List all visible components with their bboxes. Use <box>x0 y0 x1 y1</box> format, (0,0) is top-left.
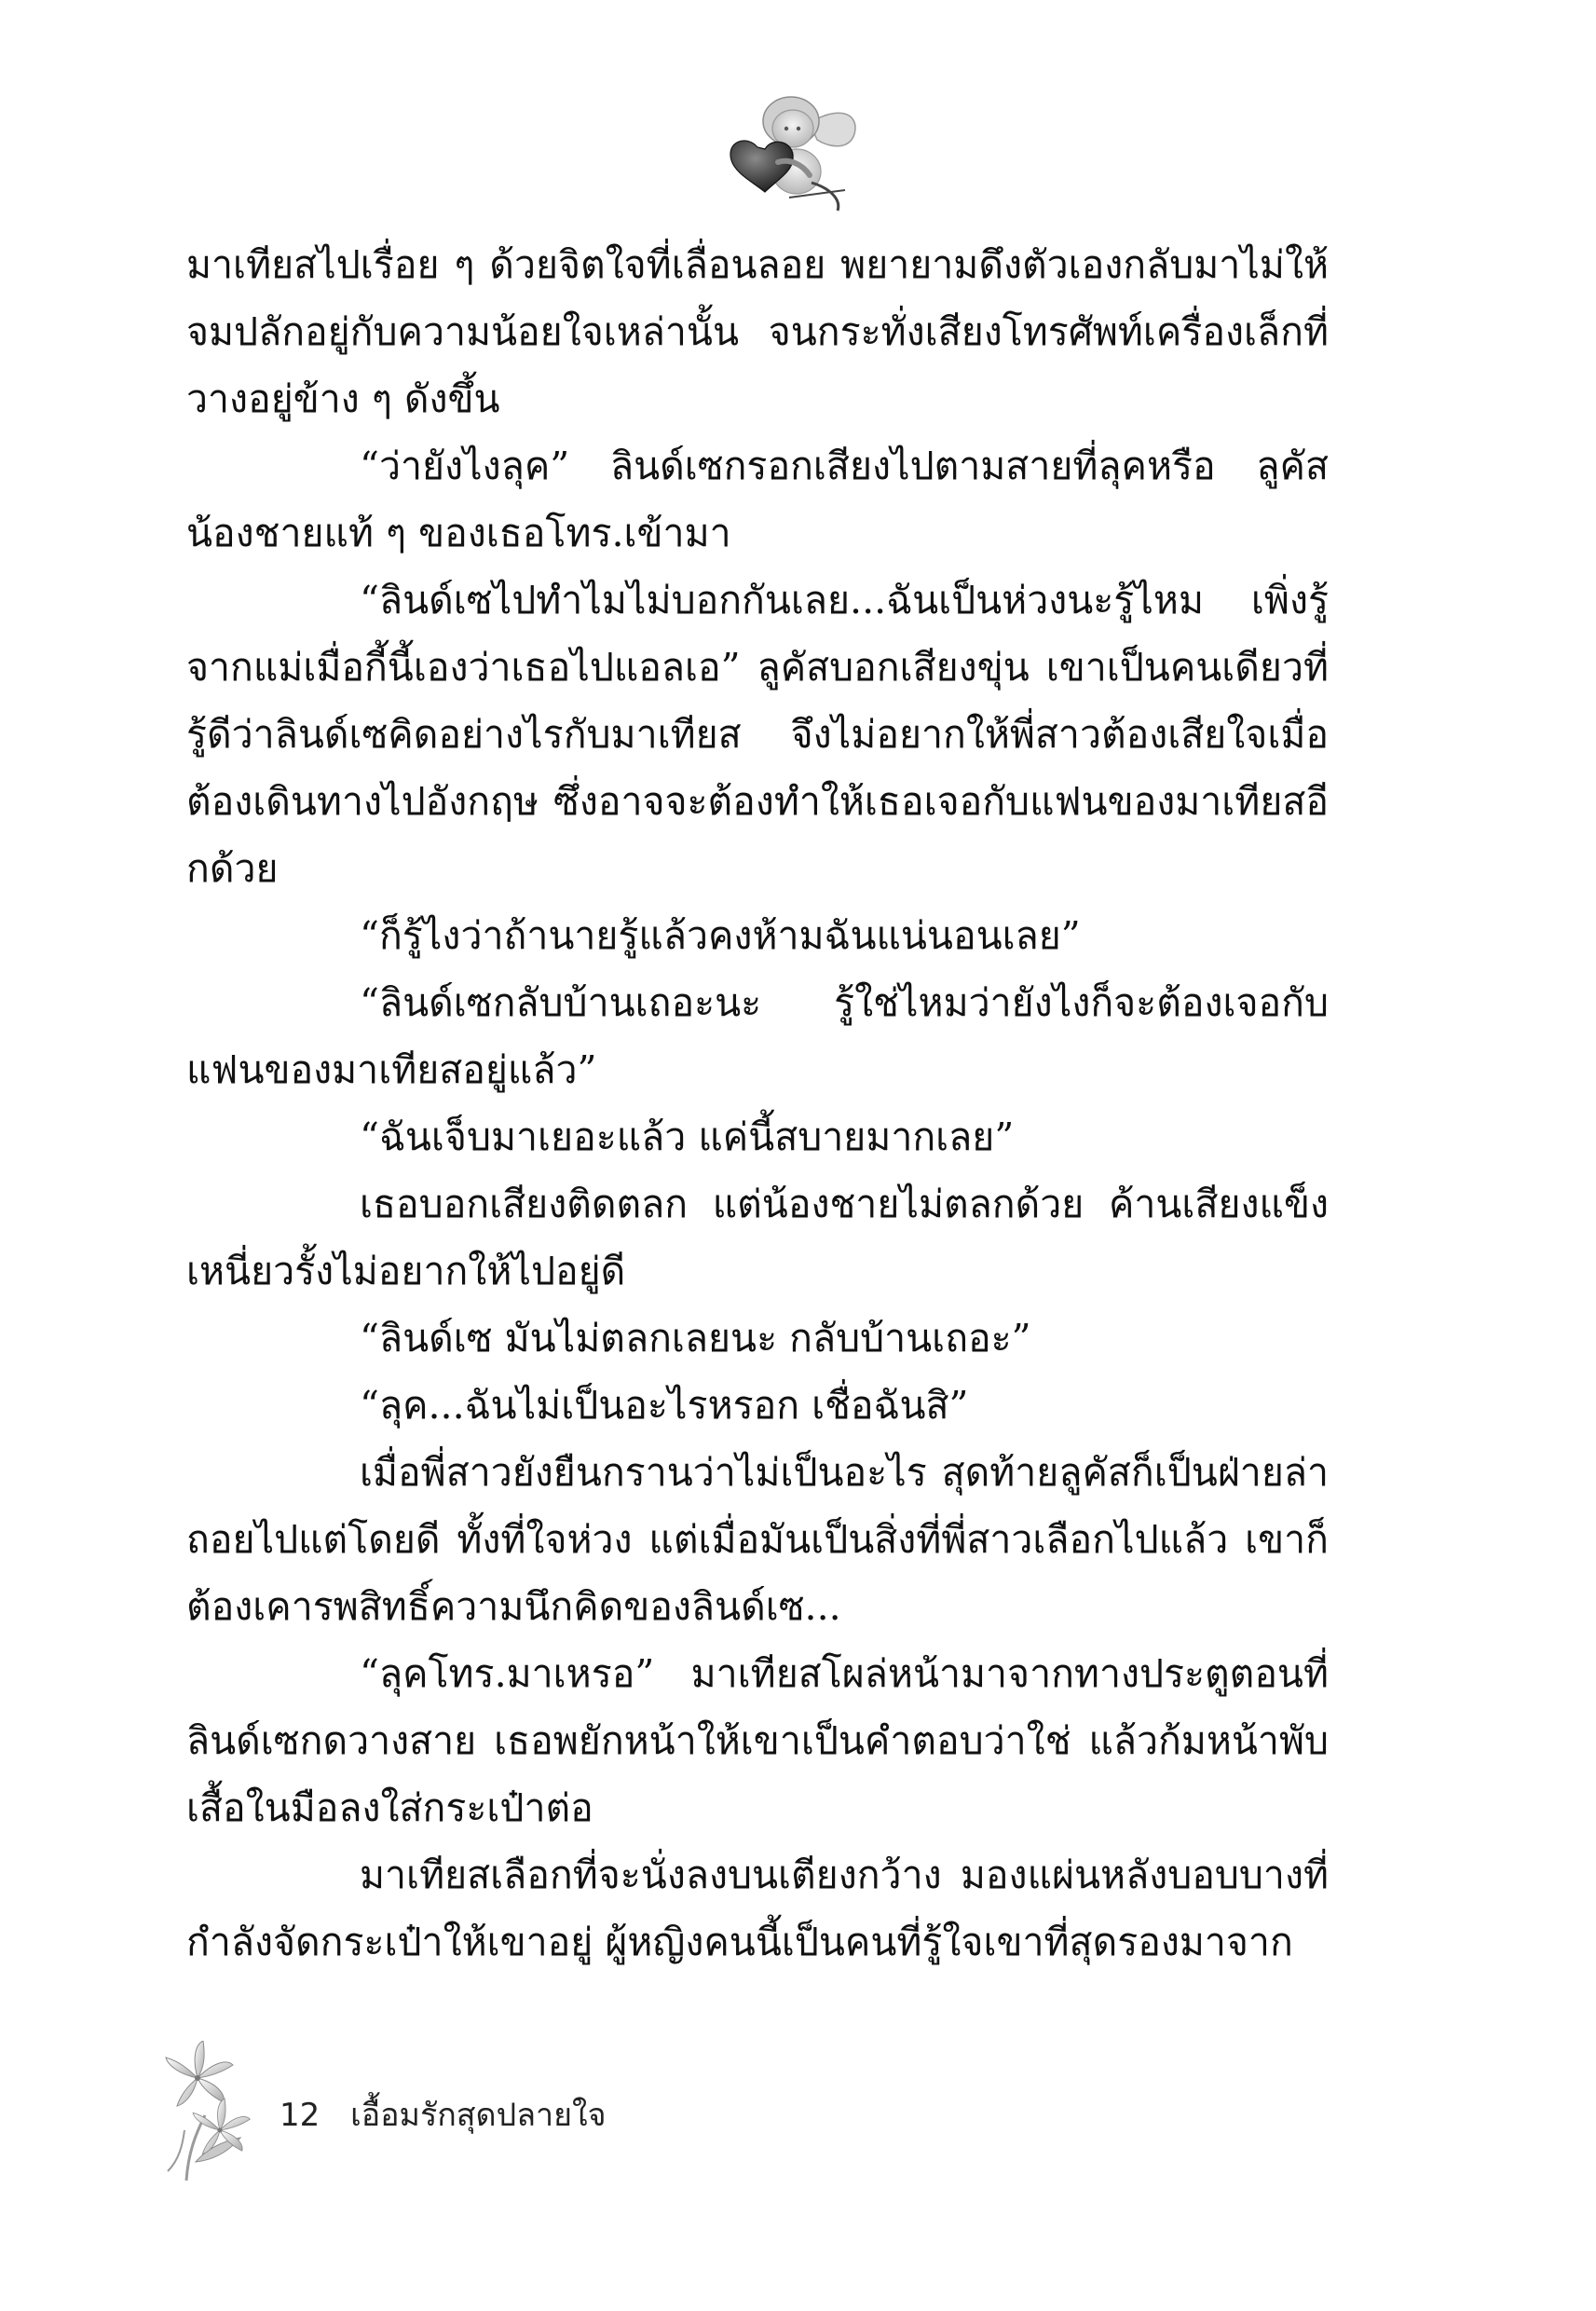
paragraph-1: มาเทียสไปเรื่อย ๆ ด้วยจิตใจที่เลื่อนลอย พยายามดึงตัวเองกลับมาไม่ให้จมปลักอยู่กับความน้อยใจเหล่านั้น จนกระทั่งเสียงโทรศัพท์เครื่องเล็กที่วางอยู่ข้าง ๆ ดังขึ้น <box>186 242 1329 421</box>
paragraph-5: “ลินด์เซกลับบ้านเถอะนะ รู้ใช่ไหมว่ายังไงก็จะต้องเจอกับแฟนของมาเทียสอยู่แล้ว” <box>186 980 1329 1092</box>
page-footer <box>280 2093 607 2138</box>
cupid-with-heart-icon <box>700 86 867 216</box>
paragraph-6: “ฉันเจ็บมาเยอะแล้ว แค่นี้สบายมากเลย” <box>360 1114 1015 1159</box>
paragraph-2: “ว่ายังไงลุค” ลินด์เซกรอกเสียงไปตามสายที่ลุคหรือ ลูคัส น้องชายแท้ ๆ ของเธอโทร.เข้ามา <box>186 444 1329 555</box>
paragraph-4: “ก็รู้ไงว่าถ้านายรู้แล้วคงห้ามฉันแน่นอนเลย” <box>360 913 1081 958</box>
page-number: 12 <box>280 2097 321 2134</box>
paragraph-9: “ลุค...ฉันไม่เป็นอะไรหรอก เชื่อฉันสิ” <box>360 1383 969 1428</box>
paragraph-3: “ลินด์เซไปทำไมไม่บอกกันเลย...ฉันเป็นห่วงนะรู้ไหม เพิ่งรู้จากแม่เมื่อกี้นี้เองว่าเธอไปแอลเอ” ลูคัสบอกเสียงขุ่น เขาเป็นคนเดียวที่รู้ดีว่าลินด์เซคิดอย่างไรกับมาเทียส จึงไม่อยากให้พี่สาวต้องเสียใจเมื่อต้องเดินทางไปอังกฤษ ซึ่งอาจจะต้องทำให้เธอเจอกับแฟนของมาเทียสอีกด้วย <box>186 578 1329 891</box>
paragraph-11: “ลุคโทร.มาเหรอ” มาเทียสโผล่หน้ามาจากทางประตูตอนที่ลินด์เซกดวางสาย เธอพยักหน้าให้เขาเป็นคำตอบว่าใช่ แล้วก้มหน้าพับเสื้อในมือลงใส่กระเป๋าต่อ <box>186 1651 1329 1830</box>
book-title: เอื้อมรักสุดปลายใจ <box>350 2097 607 2134</box>
paragraph-10: เมื่อพี่สาวยังยืนกรานว่าไม่เป็นอะไร สุดท้ายลูคัสก็เป็นฝ่ายล่าถอยไปแต่โดยดี ทั้งที่ใจห่วง แต่เมื่อมันเป็นสิ่งที่พี่สาวเลือกไปแล้ว เขาก็ต้องเคารพสิทธิ์ความนึกคิดของลินด์เซ... <box>186 1450 1329 1629</box>
paragraph-12: มาเทียสเลือกที่จะนั่งลงบนเตียงกว้าง มองแผ่นหลังบอบบางที่กำลังจัดกระเป๋าให้เขาอยู่ ผู้หญิงคนนี้เป็นคนที่รู้ใจเขาที่สุดรองมาจาก <box>186 1853 1329 1964</box>
body-text <box>186 231 1329 1976</box>
lily-flower-icon <box>130 2041 270 2181</box>
paragraph-8: “ลินด์เซ มันไม่ตลกเลยนะ กลับบ้านเถอะ” <box>360 1316 1031 1361</box>
paragraph-7: เธอบอกเสียงติดตลก แต่น้องชายไม่ตลกด้วย ค้านเสียงแข็งเหนี่ยวรั้งไม่อยากให้ไปอยู่ดี <box>186 1182 1329 1293</box>
